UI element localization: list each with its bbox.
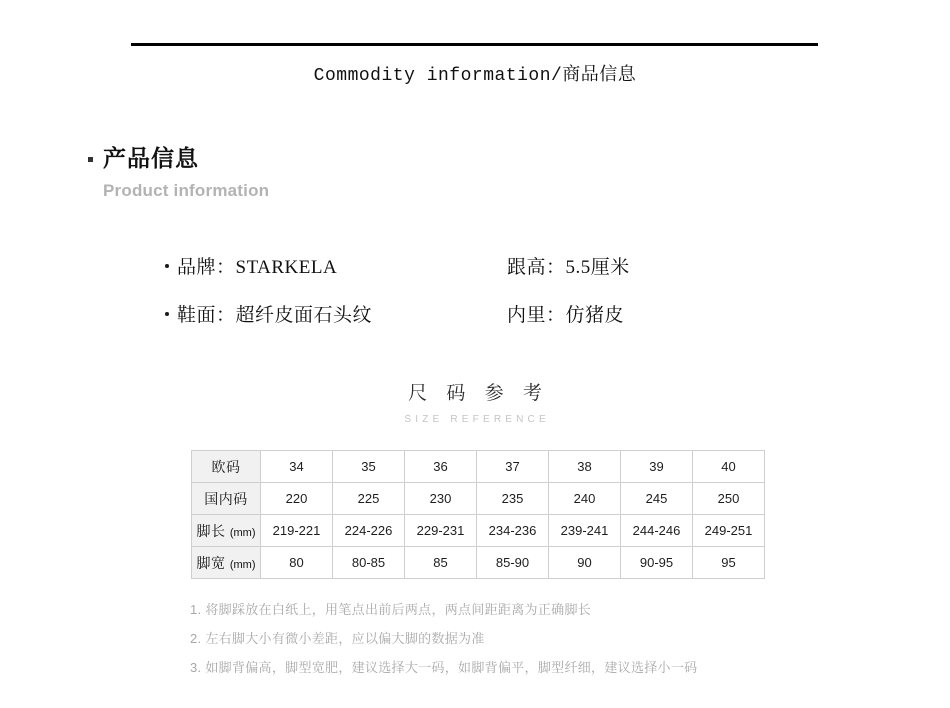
row-header-label: 欧码 bbox=[211, 458, 241, 475]
table-cell: 224-226 bbox=[333, 515, 405, 547]
spec-row bbox=[165, 252, 785, 300]
dot-bullet-icon bbox=[165, 312, 169, 316]
spec-label: 品牌： bbox=[177, 257, 236, 278]
table-cell: 35 bbox=[333, 451, 405, 483]
spec-label: 内里： bbox=[507, 305, 566, 326]
row-header-foot-width bbox=[192, 547, 261, 579]
dot-bullet-icon bbox=[165, 264, 169, 268]
spec-label: 跟高： bbox=[507, 257, 566, 278]
table-cell: 37 bbox=[477, 451, 549, 483]
table-row bbox=[192, 483, 765, 515]
spec-row bbox=[165, 300, 785, 348]
spec-value: 5.5厘米 bbox=[565, 257, 630, 278]
table-cell: 85 bbox=[405, 547, 477, 579]
table-cell: 245 bbox=[621, 483, 693, 515]
row-header-cn-size bbox=[192, 483, 261, 515]
table-cell: 250 bbox=[693, 483, 765, 515]
row-header-unit: (mm) bbox=[229, 526, 256, 539]
table-cell: 80 bbox=[261, 547, 333, 579]
table-cell: 235 bbox=[477, 483, 549, 515]
note-line: 2. 左右脚大小有微小差距，应以偏大脚的数据为准 bbox=[190, 631, 485, 646]
size-reference-heading bbox=[0, 378, 950, 425]
spec-item-upper-material bbox=[165, 300, 507, 327]
row-header-label: 脚宽 bbox=[196, 554, 226, 571]
note-line: 1. 将脚踩放在白纸上，用笔点出前后两点，两点间距距离为正确脚长 bbox=[190, 602, 592, 617]
table-cell: 90-95 bbox=[621, 547, 693, 579]
table-row bbox=[192, 515, 765, 547]
size-reference-title-cn: 尺 码 参 考 bbox=[408, 383, 549, 404]
product-information-heading bbox=[88, 145, 269, 201]
page-title: Commodity information/商品信息 bbox=[313, 66, 637, 86]
note-line: 3. 如脚背偏高，脚型宽肥，建议选择大一码，如脚背偏平，脚型纤细，建议选择小一码 bbox=[190, 660, 698, 675]
table-cell: 90 bbox=[549, 547, 621, 579]
section-title-en: Product information bbox=[103, 181, 270, 201]
table-cell: 219-221 bbox=[261, 515, 333, 547]
table-cell: 230 bbox=[405, 483, 477, 515]
spec-label: 鞋面： bbox=[177, 305, 236, 326]
table-cell: 36 bbox=[405, 451, 477, 483]
table-cell: 225 bbox=[333, 483, 405, 515]
section-title-cn-row bbox=[88, 145, 269, 171]
row-header-label: 国内码 bbox=[204, 490, 248, 507]
row-header-eu-size bbox=[192, 451, 261, 483]
row-header-unit: (mm) bbox=[229, 558, 256, 571]
table-cell: 234-236 bbox=[477, 515, 549, 547]
table-cell: 220 bbox=[261, 483, 333, 515]
section-title-cn: 产品信息 bbox=[103, 145, 199, 171]
table-cell: 40 bbox=[693, 451, 765, 483]
header-divider-rule bbox=[131, 43, 818, 46]
square-bullet-icon bbox=[88, 157, 93, 162]
spec-value: 超纤皮面石头纹 bbox=[235, 305, 373, 326]
table-cell: 240 bbox=[549, 483, 621, 515]
table-cell: 249-251 bbox=[693, 515, 765, 547]
product-spec-list bbox=[165, 252, 785, 348]
spec-value: STARKELA bbox=[235, 257, 338, 278]
table-cell: 34 bbox=[261, 451, 333, 483]
table-cell: 95 bbox=[693, 547, 765, 579]
table-row bbox=[192, 451, 765, 483]
size-measurement-notes bbox=[190, 595, 890, 682]
table-cell: 229-231 bbox=[405, 515, 477, 547]
row-header-foot-length bbox=[192, 515, 261, 547]
spec-item-heel-height bbox=[507, 252, 785, 279]
table-cell: 39 bbox=[621, 451, 693, 483]
spec-item-brand bbox=[165, 252, 507, 279]
table-cell: 80-85 bbox=[333, 547, 405, 579]
spec-item-lining bbox=[507, 300, 785, 327]
size-reference-title-en: SIZE REFERENCE bbox=[404, 414, 550, 425]
table-cell: 244-246 bbox=[621, 515, 693, 547]
table-cell: 239-241 bbox=[549, 515, 621, 547]
table-cell: 85-90 bbox=[477, 547, 549, 579]
spec-value: 仿猪皮 bbox=[565, 305, 625, 326]
table-cell: 38 bbox=[549, 451, 621, 483]
row-header-label: 脚长 bbox=[196, 522, 226, 539]
table-row bbox=[192, 547, 765, 579]
size-reference-table bbox=[191, 450, 765, 579]
